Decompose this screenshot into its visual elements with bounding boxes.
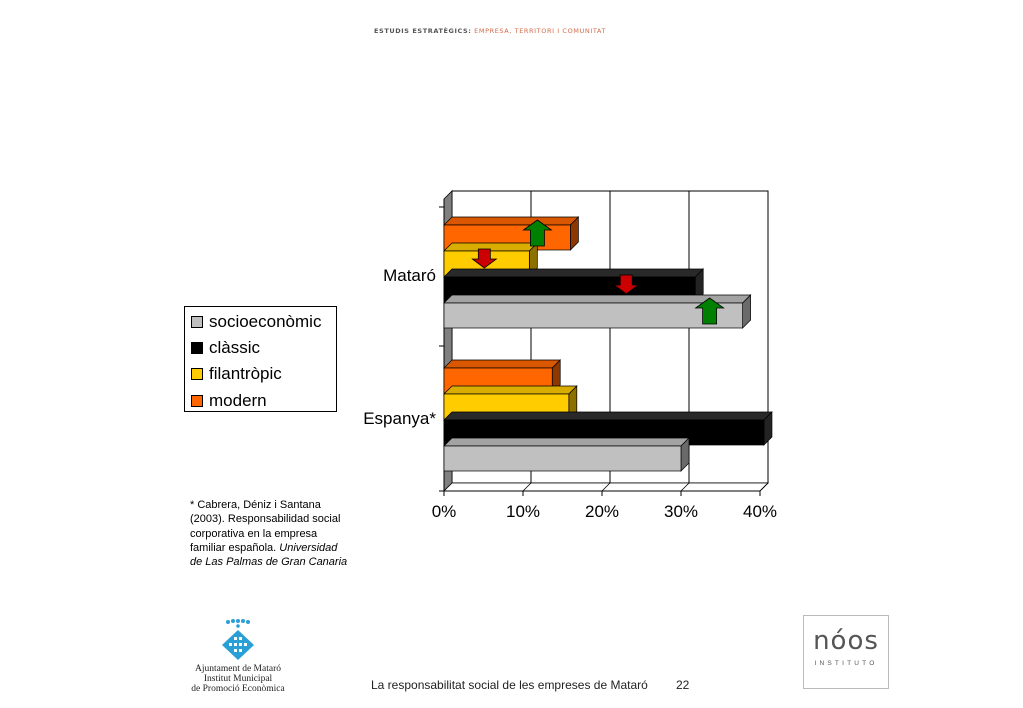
legend-item-socioeconomic <box>191 312 321 332</box>
bar-top <box>444 438 689 446</box>
legend-swatch <box>191 395 203 407</box>
logo-line-3: de Promoció Econòmica <box>191 684 285 694</box>
bar-top <box>444 269 703 277</box>
x-tick-label: 0% <box>431 502 457 521</box>
ajuntament-logo-text <box>183 664 293 694</box>
bar-top <box>444 386 577 394</box>
legend-label: modern <box>209 391 267 410</box>
noos-logo-subtitle: INSTITUTO <box>814 660 878 667</box>
legend-label: socioeconòmic <box>209 312 322 331</box>
header-subtitle: EMPRESA, TERRITORI I COMUNITAT <box>471 27 607 35</box>
chart-legend <box>184 306 337 412</box>
bar <box>444 446 681 471</box>
page-number: 22 <box>676 678 690 692</box>
legend-swatch <box>191 316 203 328</box>
x-tick-label: 10% <box>505 502 541 521</box>
legend-swatch <box>191 368 203 380</box>
y-category-label: Espanya* <box>363 409 436 428</box>
ajuntament-logo <box>183 618 293 698</box>
legend-label: clàssic <box>209 338 261 357</box>
noos-logo-name: nóos <box>813 626 879 656</box>
legend-label: filantròpic <box>209 364 282 383</box>
x-tick-label: 20% <box>584 502 620 521</box>
footnote-text: * Cabrera, Déniz i Santana (2003). Responsabilidad social corporativa en la empresa familiar española. <box>190 499 341 554</box>
footer-text: La responsabilitat social de les empreses de Mataró <box>371 678 648 692</box>
noos-logo <box>803 615 889 689</box>
legend-item-classic <box>191 338 260 358</box>
y-category-label: Mataró <box>383 266 436 285</box>
footnote-source: Universidad de Las Palmas de Gran Canaria <box>190 541 348 569</box>
logo-line-2: Institut Municipal <box>203 674 273 684</box>
bar-top <box>444 360 560 368</box>
header-title: ESTUDIS ESTRATÈGICS: <box>374 27 472 35</box>
logo-line-1: Ajuntament de Mataró <box>194 664 281 674</box>
x-tick-label: 30% <box>663 502 699 521</box>
mataro-logo-icon <box>183 618 293 664</box>
legend-swatch <box>191 342 203 354</box>
footnote <box>190 498 350 569</box>
bar-top <box>444 217 578 225</box>
legend-item-philanthropic <box>191 364 282 384</box>
bar-top <box>444 412 772 420</box>
legend-item-modern <box>191 391 267 411</box>
x-tick-label: 40% <box>742 502 778 521</box>
